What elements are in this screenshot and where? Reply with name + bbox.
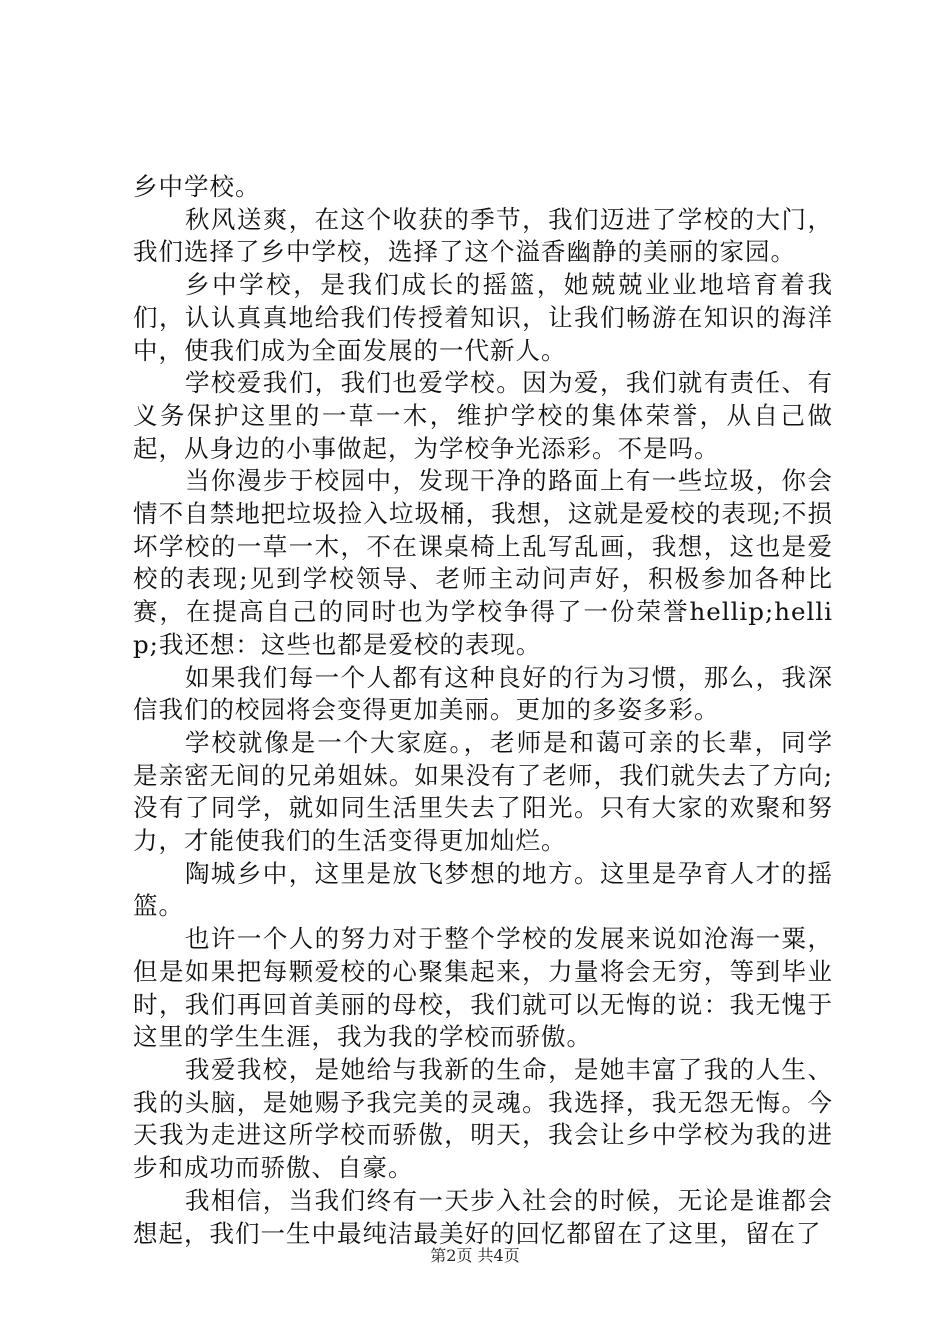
- paragraph-6: 如果我们每一个人都有这种良好的行为习惯，那么，我深信我们的校园将会变得更加美丽。更加的多姿多彩。: [133, 662, 833, 725]
- paragraph-1: 乡中学校。: [133, 172, 261, 201]
- paragraph-11: 我相信，当我们终有一天步入社会的时候，无论是谁都会想起，我们一生中最纯洁最美好的回忆都留在了这里，留在了: [133, 1185, 833, 1248]
- paragraph-5: 当你漫步于校园中，发现干净的路面上有一些垃圾，你会情不自禁地把垃圾捡入垃圾桶，我想，这就是爱校的表现;不损坏学校的一草一木，不在课桌椅上乱写乱画，我想，这也是爱校的表现;见到学校领导、老师主动问声好，积极参加各种比赛，在提高自己的同时也为学校争得了一份荣誉hellip;hellip;我还想：这些也都是爱校的表现。: [133, 466, 833, 659]
- page-number-footer: 第2页 共4页: [430, 1246, 520, 1265]
- paragraph-9: 也许一个人的努力对于整个学校的发展来说如沧海一粟，但是如果把每颗爱校的心聚集起来，力量将会无穷，等到毕业时，我们再回首美丽的母校，我们就可以无悔的说：我无愧于这里的学生生涯，我为我的学校而骄傲。: [133, 924, 833, 1052]
- paragraph-7: 学校就像是一个大家庭。，老师是和蔼可亲的长辈，同学是亲密无间的兄弟姐妹。如果没有了老师，我们就失去了方向;没有了同学，就如同生活里失去了阳光。只有大家的欢聚和努力，才能使我们的生活变得更加灿烂。: [133, 727, 833, 856]
- paragraph-2: 秋风送爽，在这个收获的季节，我们迈进了学校的大门，我们选择了乡中学校，选择了这个溢香幽静的美丽的家园。: [133, 204, 833, 267]
- paragraph-4: 学校爱我们，我们也爱学校。因为爱，我们就有责任、有义务保护这里的一草一木，维护学校的集体荣誉，从自己做起，从身边的小事做起，为学校争光添彩。不是吗。: [133, 368, 833, 463]
- paragraph-3: 乡中学校，是我们成长的摇篮，她兢兢业业地培育着我们，认认真真地给我们传授着知识，让我们畅游在知识的海洋中，使我们成为全面发展的一代新人。: [133, 270, 833, 365]
- paragraph-10: 我爱我校，是她给与我新的生命，是她丰富了我的人生、我的头脑，是她赐予我完美的灵魂。我选择，我无怨无悔。今天我为走进这所学校而骄傲，明天，我会让乡中学校为我的进步和成功而骄傲、自豪。: [133, 1054, 833, 1183]
- document-body: [133, 171, 833, 1250]
- paragraph-8: 陶城乡中，这里是放飞梦想的地方。这里是孕育人才的摇篮。: [133, 858, 833, 921]
